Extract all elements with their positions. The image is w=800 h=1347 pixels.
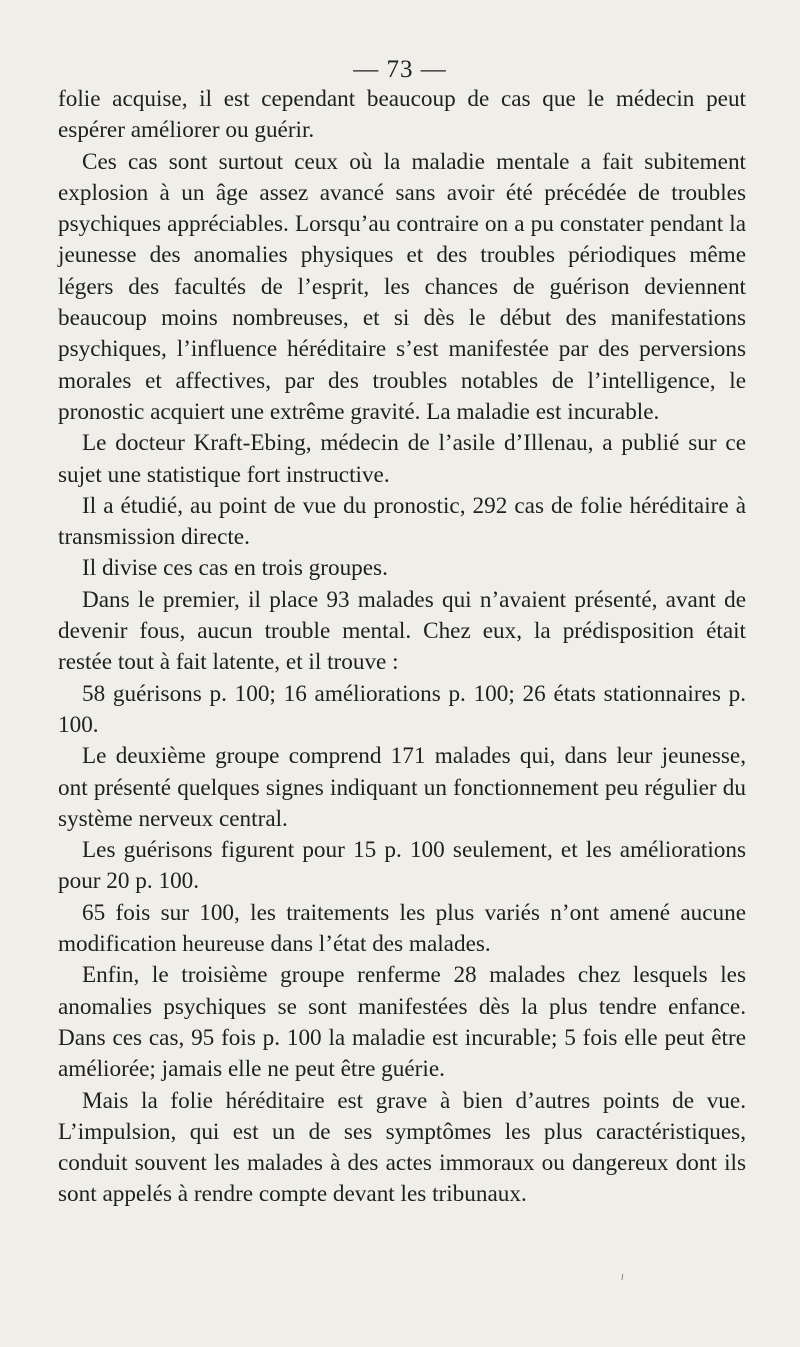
paragraph-2: Ces cas sont surtout ceux où la maladie mentale a fait subitement explosion à un âge assez avancé sans avoir été précédée de troubles psychiques appréciables. Lorsqu’au contraire on a pu constater pendant la jeunesse des anomalies physiques et des troubles périodiques même légers des facultés de l’esprit, les chances de guérison deviennent beaucoup moins nombreuses, et si dès le début des manifestations psychiques, l’influence héréditaire s’est manifestée par des perversions morales et affectives, par des troubles notables de l’intelligence, le pronostic acquiert une extrême gravité. La maladie est incurable.: [58, 148, 746, 425]
paragraph-12: Mais la folie héréditaire est grave à bien d’autres points de vue. L’impulsion, qui est un de ses symptômes les plus caractéristiques, conduit souvent les malades à des actes immoraux ou dangereux dont ils sont appelés à rendre compte devant les tribunaux.: [58, 1087, 746, 1208]
body-text: [58, 84, 746, 1211]
paragraph-7: 58 guérisons p. 100; 16 améliorations p. 100; 26 états stationnaires p. 100.: [58, 680, 746, 738]
paragraph-3: Le docteur Kraft-Ebing, médecin de l’asile d’Illenau, a publié sur ce sujet une statistique fort instructive.: [58, 430, 746, 488]
paragraph-5: Il divise ces cas en trois groupes.: [82, 555, 388, 582]
paragraph-9: Les guérisons figurent pour 15 p. 100 seulement, et les améliorations pour 20 p. 100.: [58, 837, 746, 895]
paragraph-6: Dans le premier, il place 93 malades qui n’avaient présenté, avant de devenir fous, aucun trouble mental. Chez eux, la prédisposition était restée tout à fait latente, et il trouve :: [58, 586, 746, 676]
page-number: — 73 —: [353, 56, 447, 83]
paragraph-10: 65 fois sur 100, les traitements les plus variés n’ont amené aucune modification heureuse dans l’état des malades.: [58, 899, 746, 958]
paragraph-8: Le deuxième groupe comprend 171 malades qui, dans leur jeunesse, ont présenté quelques signes indiquant un fonctionnement peu régulier du système nerveux central.: [58, 743, 746, 832]
stray-pen-mark-icon: ⸝: [613, 1266, 628, 1283]
paragraph-1: folie acquise, il est cependant beaucoup de cas que le médecin peut espérer améliorer ou guérir.: [58, 86, 746, 144]
paragraph-11: Enfin, le troisième groupe renferme 28 malades chez lesquels les anomalies psychiques se sont manifestées dès la plus tendre enfance. Dans ces cas, 95 fois p. 100 la maladie est incurable; 5 fois elle peut être améliorée; jamais elle ne peut être guérie.: [58, 962, 746, 1083]
paragraph-4: Il a étudié, au point de vue du pronostic, 292 cas de folie héréditaire à transmission directe.: [58, 492, 746, 551]
